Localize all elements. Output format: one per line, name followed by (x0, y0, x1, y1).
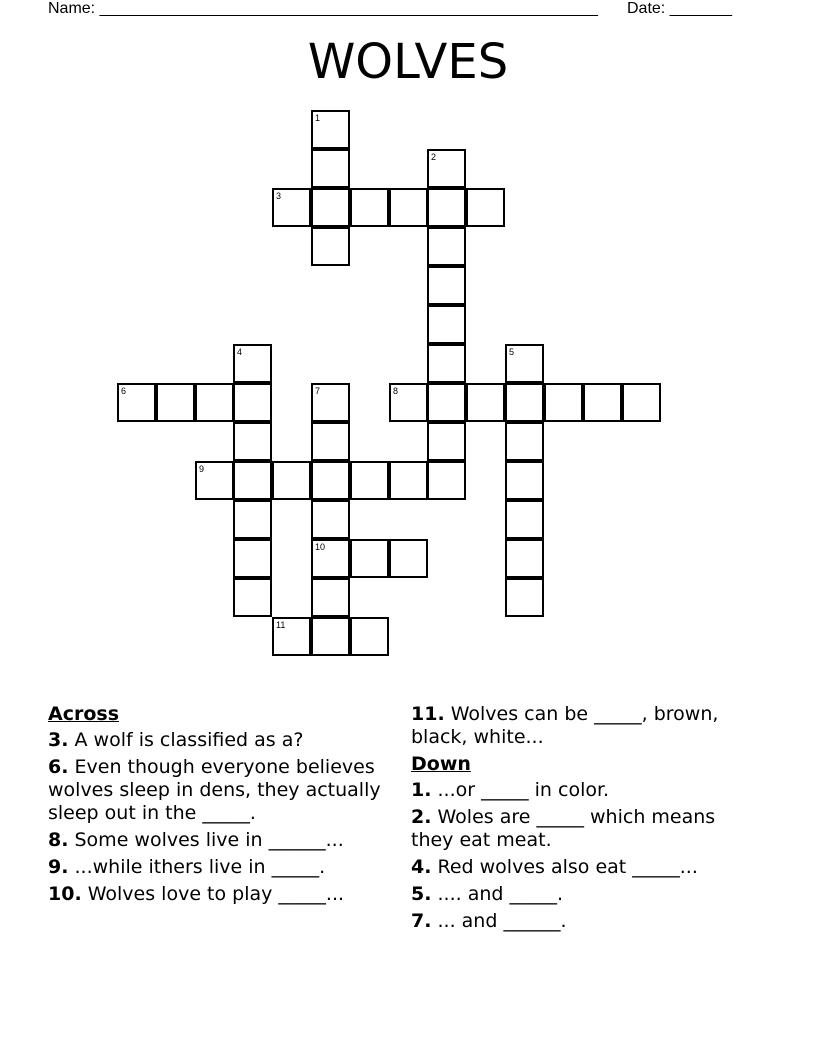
crossword-cell[interactable] (427, 344, 466, 383)
crossword-cell[interactable] (311, 110, 350, 149)
clue-number: 1. (411, 779, 432, 801)
crossword-cell[interactable] (350, 461, 389, 500)
crossword-cell[interactable] (505, 539, 544, 578)
name-field-label: Name: ________________________________________________________ (48, 0, 598, 17)
clue-number-label: 8 (393, 386, 399, 396)
clue-text: ...or _____ in color. (437, 779, 610, 801)
crossword-cell[interactable] (427, 461, 466, 500)
clue-text: ...while ithers live in _____. (74, 856, 326, 878)
crossword-cell[interactable] (350, 617, 389, 656)
crossword-cell[interactable] (622, 383, 661, 422)
crossword-cell[interactable] (311, 383, 350, 422)
down-clue (411, 806, 751, 852)
crossword-cell[interactable] (505, 383, 544, 422)
crossword-cell[interactable] (233, 344, 272, 383)
clue-number-label: 11 (276, 620, 286, 630)
clue-number: 9. (48, 856, 69, 878)
down-clue (411, 883, 751, 906)
crossword-cell[interactable] (311, 617, 350, 656)
clue-number: 4. (411, 856, 432, 878)
clue-number: 6. (48, 756, 69, 778)
clue-text: Some wolves live in ______... (74, 829, 344, 851)
clue-number-label: 6 (121, 386, 127, 396)
down-heading: Down (411, 753, 471, 775)
clue-text: Wolves love to play _____... (87, 883, 345, 905)
crossword-cell[interactable] (195, 461, 234, 500)
crossword-cell[interactable] (427, 188, 466, 227)
date-field-label: Date: _______ (627, 0, 732, 17)
clue-text: Red wolves also eat _____... (437, 856, 698, 878)
crossword-cell[interactable] (427, 149, 466, 188)
crossword-cell[interactable] (427, 227, 466, 266)
crossword-cell[interactable] (272, 617, 311, 656)
crossword-cell[interactable] (505, 344, 544, 383)
crossword-cell[interactable] (233, 383, 272, 422)
page-title: WOLVES (307, 34, 509, 90)
clue-number: 3. (48, 729, 69, 751)
crossword-cell[interactable] (311, 149, 350, 188)
crossword-cell[interactable] (311, 500, 350, 539)
clue-number: 10. (48, 883, 82, 905)
crossword-cell[interactable] (505, 461, 544, 500)
clue-text: Woles are _____ which means they eat meat. (411, 806, 716, 851)
crossword-cell[interactable] (466, 188, 505, 227)
across-clue (411, 703, 751, 749)
across-clue (48, 756, 398, 825)
down-clue (411, 856, 751, 879)
down-clue (411, 779, 751, 802)
crossword-cell[interactable] (427, 305, 466, 344)
down-clue (411, 910, 751, 933)
across-clue (48, 883, 398, 906)
clue-number-label: 10 (315, 542, 326, 552)
clue-text: Wolves can be _____, brown, black, white... (411, 703, 719, 748)
crossword-cell[interactable] (233, 461, 272, 500)
crossword-cell[interactable] (311, 461, 350, 500)
crossword-cell[interactable] (233, 578, 272, 617)
crossword-cell[interactable] (544, 383, 583, 422)
crossword-cell[interactable] (350, 188, 389, 227)
clue-number-label: 3 (276, 191, 282, 201)
clue-number-label: 5 (509, 347, 515, 357)
across-clue (48, 856, 398, 879)
crossword-cell[interactable] (389, 461, 428, 500)
crossword-cell[interactable] (389, 383, 428, 422)
crossword-cell[interactable] (583, 383, 622, 422)
crossword-cell[interactable] (350, 539, 389, 578)
crossword-cell[interactable] (233, 422, 272, 461)
crossword-cell[interactable] (505, 500, 544, 539)
crossword-cell[interactable] (195, 383, 234, 422)
clues-column-left (48, 703, 398, 910)
crossword-cell[interactable] (466, 383, 505, 422)
clue-number: 8. (48, 829, 69, 851)
crossword-cell[interactable] (233, 500, 272, 539)
clue-text: .... and _____. (437, 883, 564, 905)
crossword-cell[interactable] (272, 188, 311, 227)
crossword-cell[interactable] (311, 422, 350, 461)
clues-column-right (411, 703, 751, 937)
across-clue (48, 829, 398, 852)
crossword-cell[interactable] (311, 578, 350, 617)
clue-number-label: 2 (431, 152, 437, 162)
crossword-cell[interactable] (311, 227, 350, 266)
across-clue (48, 729, 398, 752)
clue-number-label: 4 (237, 347, 243, 357)
clue-number-label: 1 (315, 113, 321, 123)
crossword-cell[interactable] (427, 266, 466, 305)
clue-number: 7. (411, 910, 432, 932)
clue-text: A wolf is classified as a? (74, 729, 304, 751)
clue-number: 11. (411, 703, 445, 725)
crossword-cell[interactable] (389, 188, 428, 227)
crossword-cell[interactable] (505, 422, 544, 461)
crossword-cell[interactable] (272, 461, 311, 500)
clue-number: 5. (411, 883, 432, 905)
crossword-cell[interactable] (156, 383, 195, 422)
crossword-cell[interactable] (233, 539, 272, 578)
crossword-cell[interactable] (427, 383, 466, 422)
crossword-cell[interactable] (389, 539, 428, 578)
clue-text: Even though everyone believes wolves sleep in dens, they actually sleep out in the _____. (48, 756, 381, 824)
crossword-cell[interactable] (311, 188, 350, 227)
clue-number-label: 9 (199, 464, 205, 474)
crossword-cell[interactable] (311, 539, 350, 578)
clue-text: ... and ______. (437, 910, 567, 932)
clue-number: 2. (411, 806, 432, 828)
crossword-cell[interactable] (427, 422, 466, 461)
across-heading: Across (48, 703, 120, 725)
crossword-cell[interactable] (117, 383, 156, 422)
clue-number-label: 7 (315, 386, 321, 396)
crossword-cell[interactable] (505, 578, 544, 617)
